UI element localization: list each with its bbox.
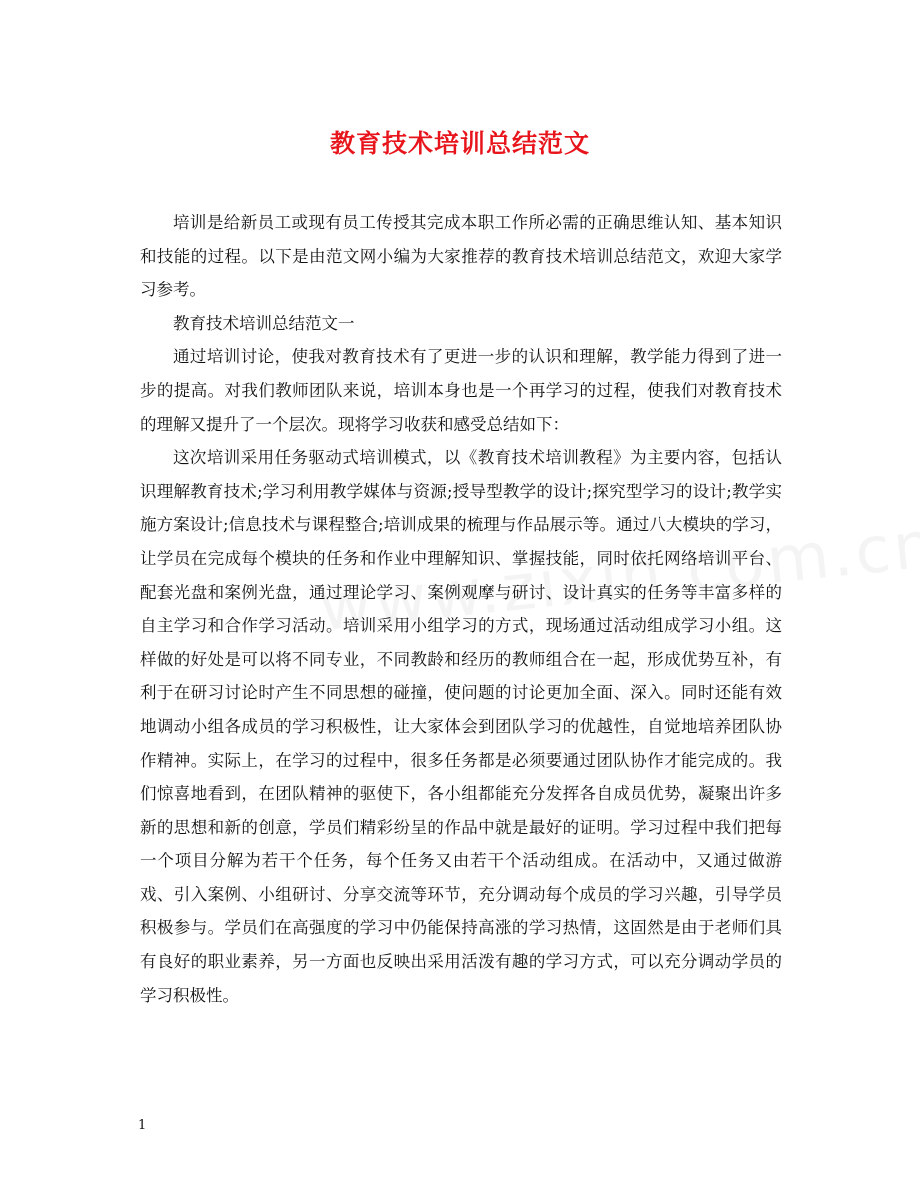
body-paragraph: 这次培训采用任务驱动式培训模式，以《教育技术培训教程》为主要内容，包括认识理解教育技术;学习利用教学媒体与资源;授导型教学的设计;探究型学习的设计;教学实施方案设计;信息技术与课程整合;培训成果的梳理与作品展示等。通过八大模块的学习，让学员在完成每个模块的任务和作业中理解知识、掌握技能，同时依托网络培训平台、配套光盘和案例光盘，通过理论学习、案例观摩与研讨、设计真实的任务等丰富多样的自主学习和合作学习活动。培训采用小组学习的方式，现场通过活动组成学习小组。这样做的好处是可以将不同专业，不同教龄和经历的教师组合在一起，形成优势互补，有利于在研习讨论时产生不同思想的碰撞，使问题的讨论更加全面、深入。同时还能有效地调动小组各成员的学习积极性，让大家体会到团队学习的优越性，自觉地培养团队协作精神。实际上，在学习的过程中，很多任务都是必须要通过团队协作才能完成的。我们惊喜地看到，在团队精神的驱使下，各小组都能充分发挥各自成员优势，凝聚出许多新的思想和新的创意，学员们精彩纷呈的作品中就是最好的证明。学习过程中我们把每一个项目分解为若干个任务，每个任务又由若干个活动组成。在活动中，又通过做游戏、引入案例、小组研讨、分享交流等环节，充分调动每个成员的学习兴趣，引导学员积极参与。学员们在高强度的学习中仍能保持高涨的学习热情，这固然是由于老师们具有良好的职业素养，另一方面也反映出采用活泼有趣的学习方式，可以充分调动学员的学习积极性。 [140, 448, 782, 1005]
document-body [140, 206, 782, 1012]
document-title: 教育技术培训总结范文 [329, 129, 590, 158]
body-paragraph: 通过培训讨论，使我对教育技术有了更进一步的认识和理解，教学能力得到了进一步的提高。对我们教师团队来说，培训本身也是一个再学习的过程，使我们对教育技术的理解又提升了一个层次。现将学习收获和感受总结如下： [140, 347, 782, 434]
page-number: 1 [138, 1118, 147, 1133]
section-heading: 教育技术培训总结范文一 [173, 313, 355, 333]
intro-paragraph: 培训是给新员工或现有员工传授其完成本职工作所必需的正确思维认知、基本知识和技能的过程。以下是由范文网小编为大家推荐的教育技术培训总结范文，欢迎大家学习参考。 [140, 213, 782, 300]
